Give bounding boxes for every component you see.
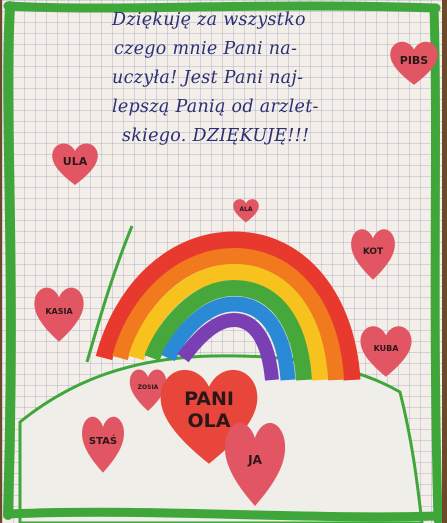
note-line: skiego. DZIĘKUJĘ!!! xyxy=(122,126,310,146)
heart-label: ULA xyxy=(62,155,88,168)
thank-you-note xyxy=(112,6,400,151)
heart-label: STAŚ xyxy=(88,436,118,448)
heart-label: KASIA xyxy=(45,306,73,316)
heart-label: ZOSIA xyxy=(137,384,159,392)
heart-pibs xyxy=(388,38,440,86)
note-line: lepszą Panią od arzlet- xyxy=(112,97,319,117)
note-line: czego mnie Pani na- xyxy=(114,39,298,59)
heart-kot xyxy=(349,225,397,281)
note-line: Dziękuję za wszystko xyxy=(112,10,306,30)
heart-ula xyxy=(50,140,100,186)
heart-label: ALA xyxy=(239,205,253,213)
heart-ja xyxy=(222,416,288,508)
heart-label: KUBA xyxy=(373,343,399,353)
heart-label: PIBS xyxy=(399,53,429,67)
note-line: uczyła! Jest Pani naj- xyxy=(112,68,304,88)
heart-label: PANI OLA xyxy=(184,387,234,432)
heart-label: KOT xyxy=(362,246,384,257)
heart-ala xyxy=(232,197,260,223)
heart-stas xyxy=(80,412,126,474)
heart-label: JA xyxy=(248,453,262,468)
heart-kuba xyxy=(358,322,414,378)
heart-kasia xyxy=(32,283,86,343)
paper-sheet xyxy=(2,0,442,523)
